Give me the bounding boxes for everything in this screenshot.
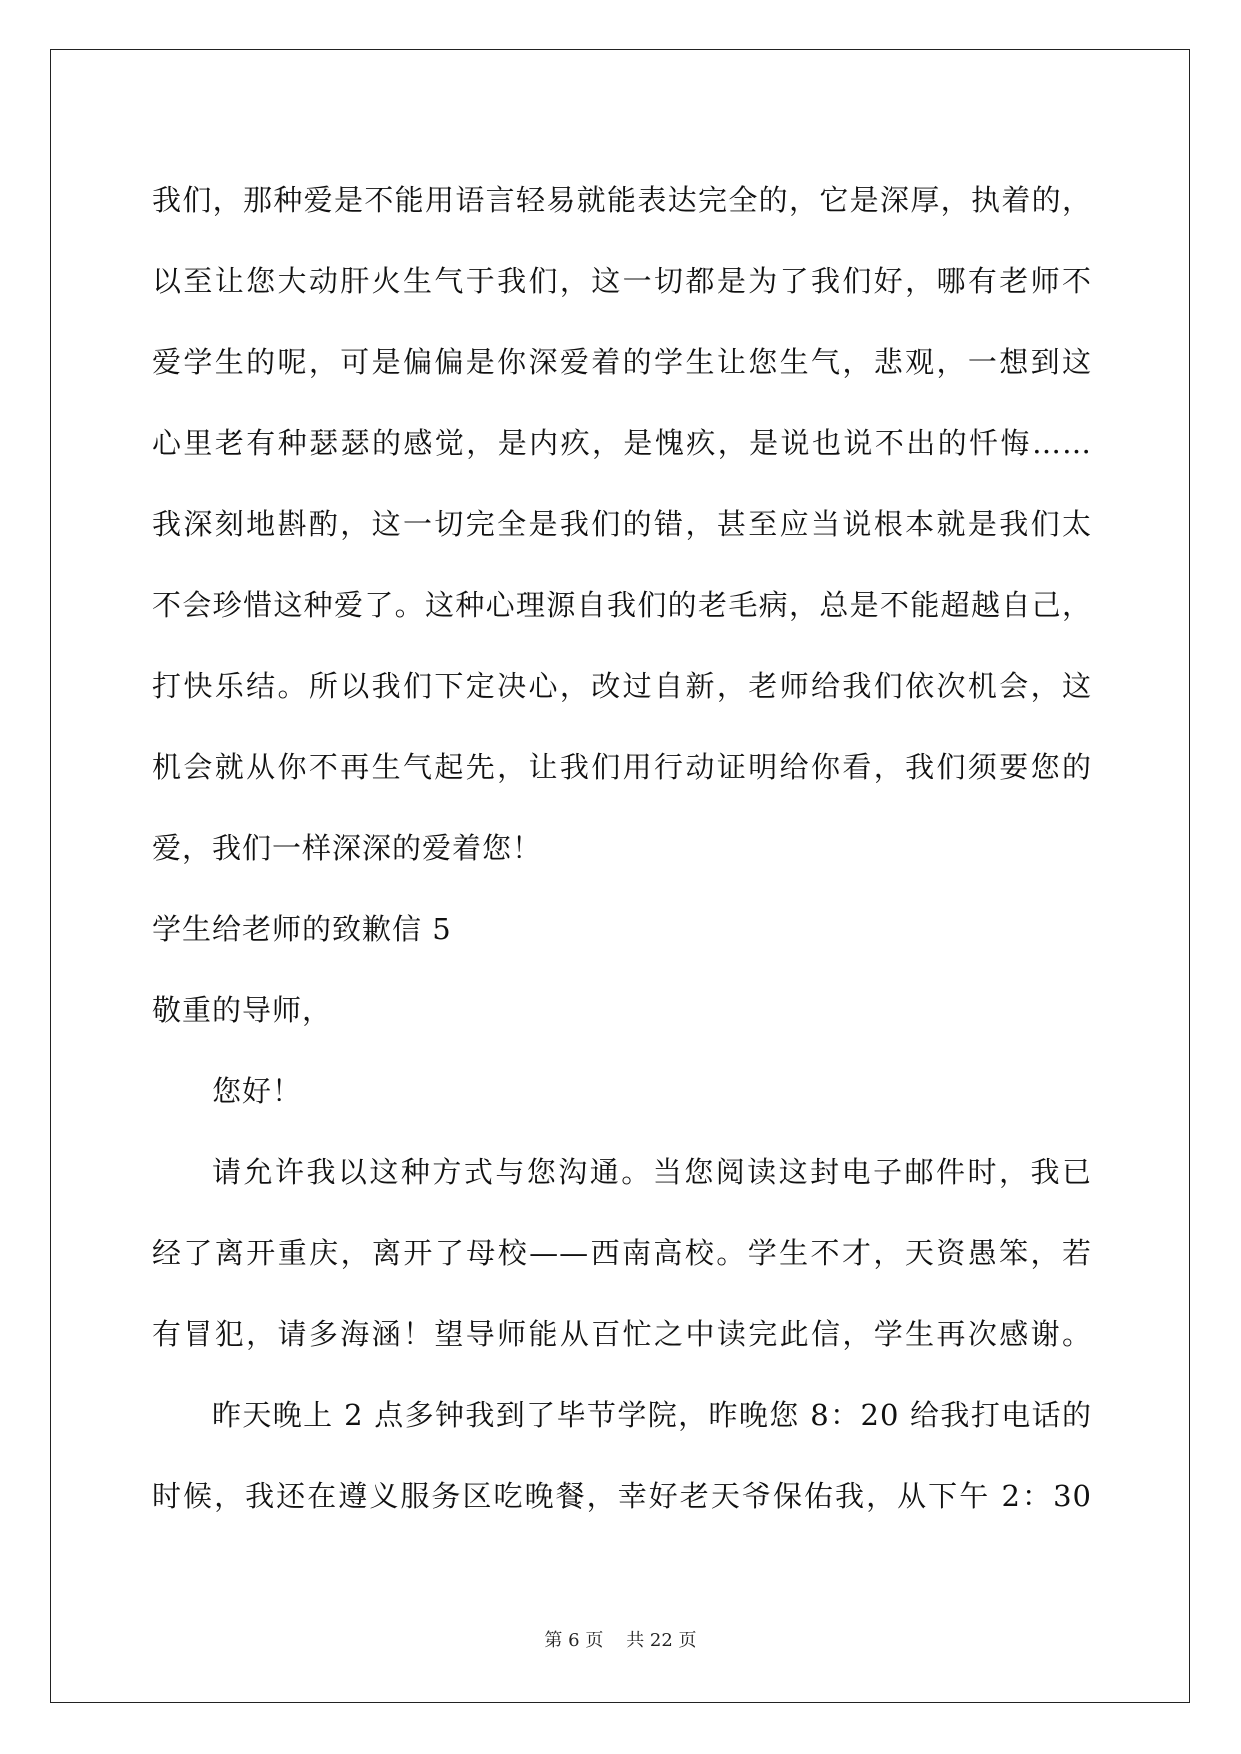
text-line: 不会珍惜这种爱了。这种心理源自我们的老毛病，总是不能超越自己， (152, 588, 1092, 622)
text-line: 时候，我还在遵义服务区吃晚餐，幸好老天爷保佑我，从下午 2：30 (152, 1479, 1092, 1513)
text-line: 心里老有种瑟瑟的感觉，是内疚，是愧疚，是说也说不出的忏悔…… (152, 426, 1092, 460)
text-line: 打快乐结。所以我们下定决心，改过自新，老师给我们依次机会，这 (152, 669, 1092, 703)
text-line: 请允许我以这种方式与您沟通。当您阅读这封电子邮件时，我已 (212, 1155, 1092, 1189)
text-line: 经了离开重庆，离开了母校——西南高校。学生不才，天资愚笨，若 (152, 1236, 1092, 1270)
section-heading: 学生给老师的致歉信 5 (152, 912, 452, 946)
text-line: 我深刻地斟酌，这一切完全是我们的错，甚至应当说根本就是我们太 (152, 507, 1092, 541)
document-body (152, 160, 1092, 1537)
text-line: 我们，那种爱是不能用语言轻易就能表达完全的，它是深厚，执着的， (152, 183, 1092, 217)
text-line: 以至让您大动肝火生气于我们，这一切都是为了我们好，哪有老师不 (152, 264, 1092, 298)
text-line: 机会就从你不再生气起先，让我们用行动证明给你看，我们须要您的 (152, 750, 1092, 784)
text-line: 爱，我们一样深深的爱着您！ (152, 831, 543, 865)
letter-salutation: 敬重的导师， (152, 993, 333, 1027)
text-line: 有冒犯，请多海涵！望导师能从百忙之中读完此信，学生再次感谢。 (152, 1317, 1092, 1351)
page-number: 第 6 页 共 22 页 (544, 1630, 697, 1651)
text-line: 昨天晚上 2 点多钟我到了毕节学院，昨晚您 8：20 给我打电话的 (212, 1398, 1092, 1432)
letter-greeting: 您好！ (212, 1074, 303, 1108)
text-line: 爱学生的呢，可是偏偏是你深爱着的学生让您生气，悲观，一想到这 (152, 345, 1092, 379)
